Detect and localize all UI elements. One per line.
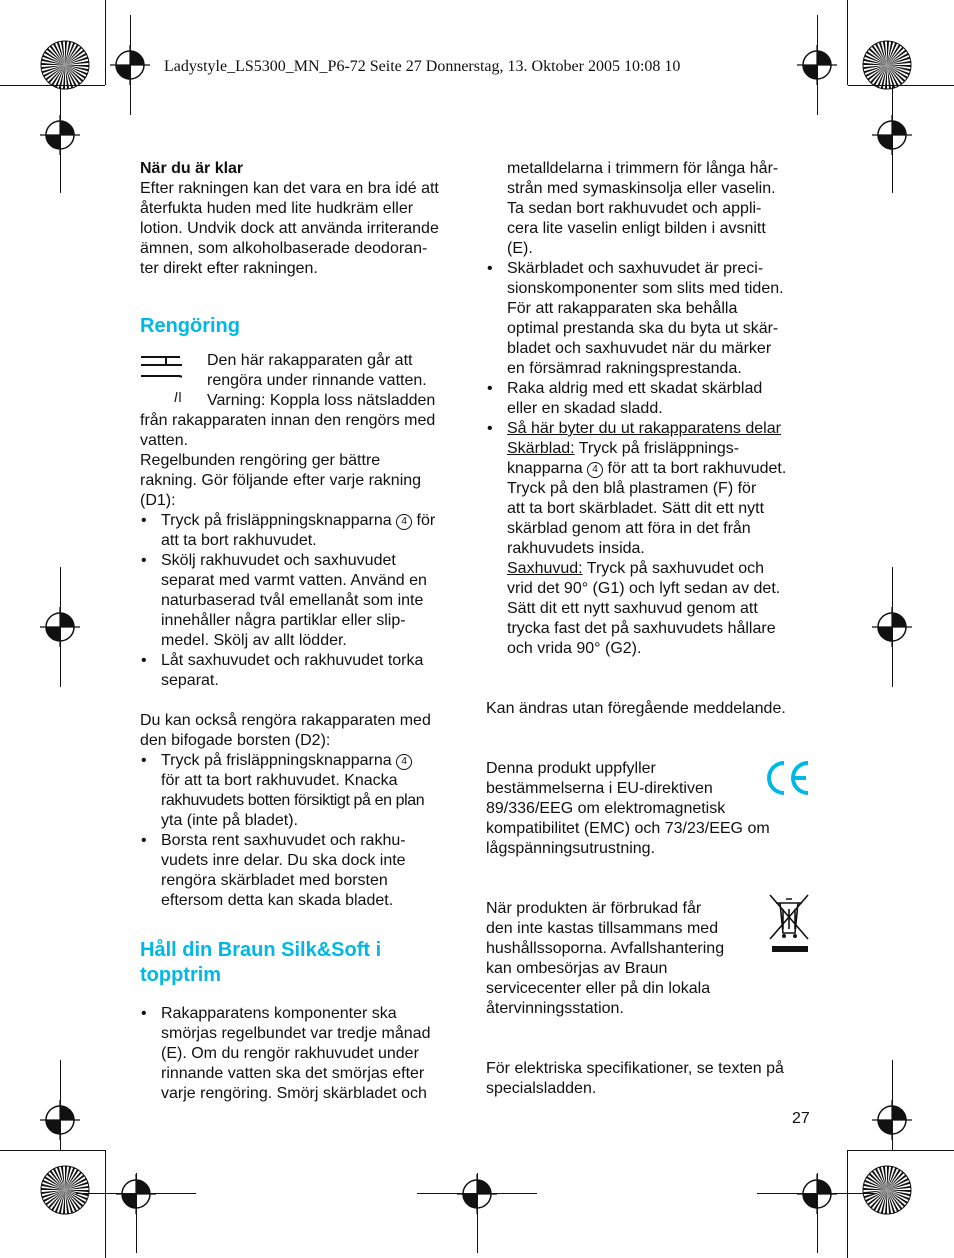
subsection-title: Så här byter du ut rakapparatens delar — [507, 420, 781, 437]
crop-line — [477, 1173, 478, 1253]
crop-line — [817, 15, 818, 115]
section-heading-hall: topptrim — [140, 964, 222, 986]
number-badge: 4 — [396, 754, 412, 770]
text-line: Ta sedan bort rakhuvudet och appli- — [507, 200, 762, 217]
text-line: lågspänningsutrustning. — [486, 840, 656, 857]
text-line: specialsladden. — [486, 1080, 597, 1097]
list-item: • Raka aldrig med ett skadat skärblad eller en skadad sladd. — [486, 379, 816, 419]
crop-line — [892, 567, 893, 687]
water-tap-icon — [140, 354, 182, 408]
notice-text: Kan ändras utan föregående meddelande. — [486, 700, 786, 717]
text-line: kompatibilitet (EMC) och 73/23/EEG om — [486, 820, 770, 837]
text-line: hushållssoporna. Avfallshantering — [486, 940, 725, 957]
list-item: • Skölj rakhuvudet och saxhuvudet separat med varmt vatten. Använd en naturbaserad tvål emellanåt som inte innehåller några partiklar eller slip- medel. Skölj av allt lödder. — [140, 551, 470, 651]
list-item: • Rakapparatens komponenter ska smörjas regelbundet var tredje månad (E). Om du rengör rakhuvudet under rinnande vatten ska det smörjas efter varje rengöring. Smörj skärbladet och — [140, 1004, 470, 1104]
number-badge: 4 — [396, 514, 412, 530]
crop-line — [817, 1173, 818, 1253]
text-line: (E). — [507, 240, 533, 257]
crop-line — [105, 1150, 106, 1258]
crop-line — [757, 1193, 877, 1194]
text-line: servicecenter eller på din lokala — [486, 980, 711, 997]
text-line: Denna produkt uppfyller — [486, 760, 656, 777]
text-line: metalldelarna i trimmern för långa hår- — [507, 160, 779, 177]
list-item: • Tryck på frisläppningsknapparna 4 för att ta bort rakhuvudet. Knacka rakhuvudets botten försiktigt på en plan yta (inte på bladet). — [140, 751, 470, 831]
text-line: återvinningsstation. — [486, 1000, 624, 1017]
text-line: vatten. — [140, 432, 189, 449]
text-line: Regelbunden rengöring ger bättre — [140, 452, 381, 469]
text-line: När produkten är förbrukad får — [486, 900, 702, 917]
text-line: från rakapparaten innan den rengörs med — [140, 412, 436, 429]
intro-title: När du är klar — [140, 160, 244, 177]
section-heading-hall: Håll din Braun Silk&Soft i — [140, 939, 382, 961]
list-item: • Tryck på frisläppningsknapparna 4 för att ta bort rakhuvudet. — [140, 511, 470, 551]
crop-line — [60, 1060, 61, 1150]
crop-line — [60, 85, 61, 193]
text-line: Varning: Koppla loss nätsladden — [207, 392, 436, 409]
crop-line — [76, 1193, 196, 1194]
text-line: bestämmelserna i EU-direktiven — [486, 780, 713, 797]
crop-line — [892, 85, 893, 193]
ce-mark-icon — [764, 757, 812, 805]
crop-line — [60, 567, 61, 687]
crop-line — [847, 1150, 848, 1258]
label-skarblad: Skärblad: — [507, 440, 575, 457]
crop-line — [848, 1150, 954, 1151]
text-line: 89/336/EEG om elektromagnetisk — [486, 800, 726, 817]
star-target-icon — [40, 1165, 90, 1215]
text-line: Du kan också rengöra rakapparaten med — [140, 712, 431, 729]
text-line: återfukta huden med lite hudkräm eller — [140, 200, 414, 217]
text-line: cera lite vaselin enligt bilden i avsnitt — [507, 220, 766, 237]
star-target-icon — [40, 40, 90, 90]
list-item: • Skärbladet och saxhuvudet är preci- sionskomponenter som slits med tiden. För att rakapparaten ska behålla optimal prestanda ska du byta ut skär- bladet och saxhuvudet när du märker en försämrad rakningsprestanda. — [486, 259, 816, 379]
right-column — [486, 159, 816, 1099]
crop-line — [892, 1060, 893, 1150]
print-header: Ladystyle_LS5300_MN_P6-72 Seite 27 Donnerstag, 13. Oktober 2005 10:08 10 — [164, 58, 681, 75]
bullet-list — [140, 1004, 470, 1104]
crop-line — [130, 15, 131, 115]
text-line: lotion. Undvik dock att använda irriterande — [140, 220, 439, 237]
text-line: Den här rakapparaten går att — [207, 352, 413, 369]
crop-line — [0, 1150, 105, 1151]
text-line: För elektriska specifikationer, se texten på — [486, 1060, 784, 1077]
crop-line — [848, 85, 954, 86]
left-column — [140, 159, 470, 1104]
text-line: strån med symaskinsolja eller vaselin. — [507, 180, 776, 197]
text-line: kan ombesörjas av Braun — [486, 960, 668, 977]
label-saxhuvud: Saxhuvud: — [507, 560, 583, 577]
star-target-icon — [862, 40, 912, 90]
list-item: • Så här byter du ut rakapparatens delar Skärblad: Tryck på frisläppnings- knapparna 4 för att ta bort rakhuvudet. Tryck på den blå plastramen (F) för att ta bort skärbladet. Sätt dit ett nytt skärblad genom att föra in det från rakhuvudets insida. Saxhuvud: Tryck på saxhuvudet och vrid det 90° (G1) och lyft sedan av det. Sätt dit ett nytt saxhuvud genom att trycka fast det på saxhuvudets hållare och vrida 90° (G2). — [486, 419, 816, 659]
crop-line — [136, 1173, 137, 1253]
list-item: • Låt saxhuvudet och rakhuvudet torka separat. — [140, 651, 470, 691]
text-line: Efter rakningen kan det vara en bra idé att — [140, 180, 439, 197]
star-target-icon — [862, 1165, 912, 1215]
crop-line — [417, 1193, 537, 1194]
crop-line — [847, 0, 848, 85]
text-line: ter direkt efter rakningen. — [140, 260, 318, 277]
text-line: (D1): — [140, 492, 176, 509]
bullet-list — [140, 751, 470, 911]
page-number: 27 — [792, 1110, 810, 1127]
crop-line — [105, 0, 106, 85]
weee-bin-icon — [768, 893, 810, 961]
section-heading-rengoring: Rengöring — [140, 315, 240, 337]
text-line: den inte kastas tillsammans med — [486, 920, 719, 937]
bullet-list — [486, 259, 816, 659]
number-badge: 4 — [587, 462, 603, 478]
text-line: rakning. Gör följande efter varje rakning — [140, 472, 422, 489]
text-line: den bifogade borsten (D2): — [140, 732, 331, 749]
list-item: • Borsta rent saxhuvudet och rakhu- vudets inre delar. Du ska dock inte rengöra skärbladet med borsten eftersom detta kan skada bladet. — [140, 831, 470, 911]
bullet-list — [140, 511, 470, 691]
text-line: ämnen, som alkoholbaserade deodoran- — [140, 240, 428, 257]
text-line: rengöra under rinnande vatten. — [207, 372, 427, 389]
crop-line — [0, 85, 105, 86]
